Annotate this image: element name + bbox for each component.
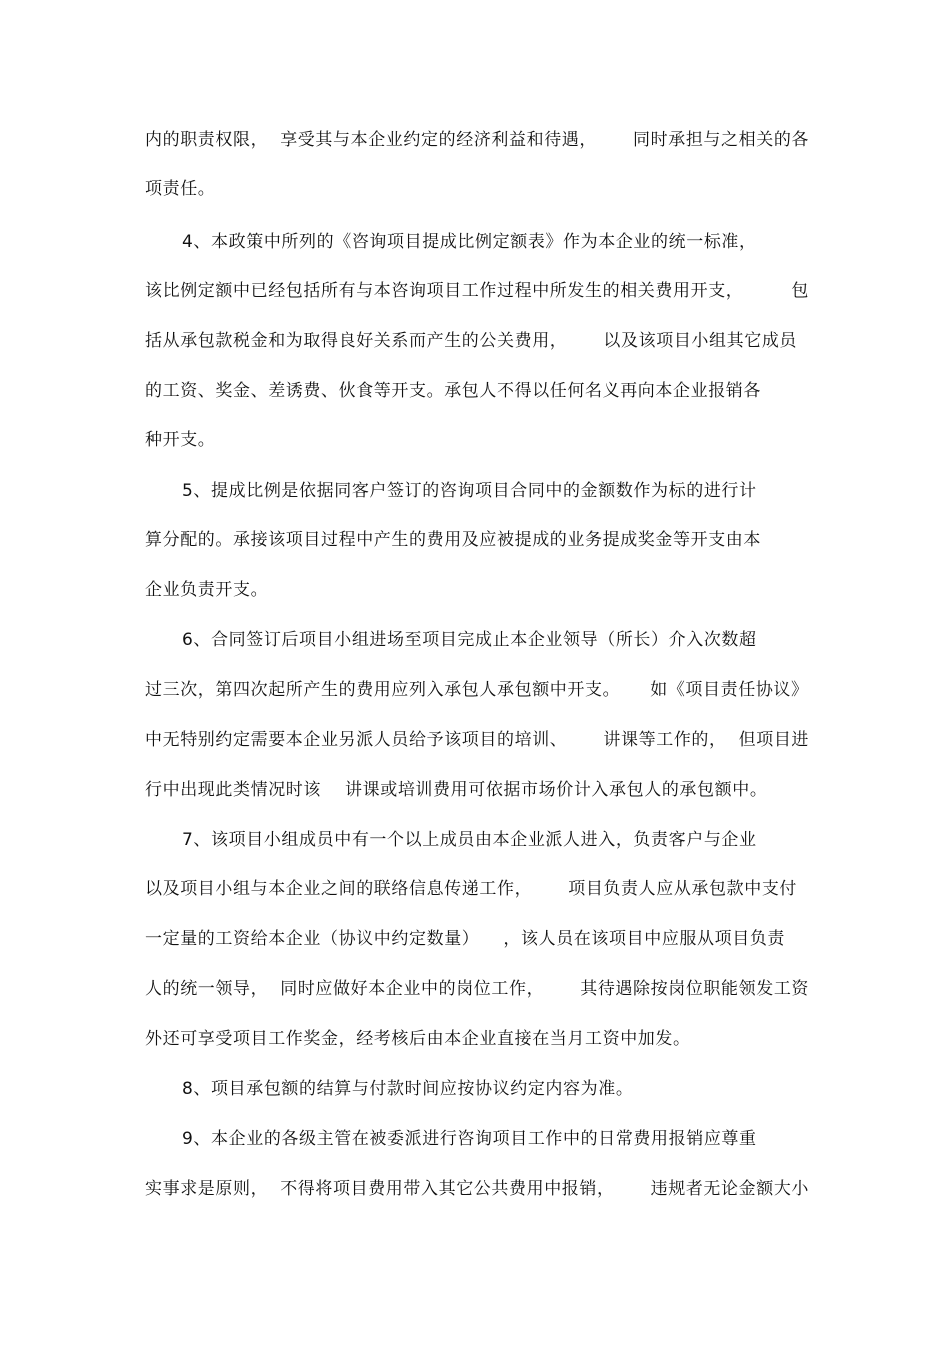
text-line: 中无特别约定需要本企业另派人员给予该项目的培训、 讲课等工作的， 但项目进 (145, 730, 810, 750)
text-line: 以及项目小组与本企业之间的联络信息传递工作， 项目负责人应从承包款中支付 (145, 879, 798, 899)
clause-4-start: 4、本政策中所列的《咨询项目提成比例定额表》作为本企业的统一标准， (182, 232, 757, 252)
text-line: 过三次，第四次起所产生的费用应列入承包人承包额中开支。 如《项目责任协议》 (145, 680, 809, 700)
text-line: 实事求是原则， 不得将项目费用带入其它公共费用中报销， 违规者无论金额大小 (145, 1179, 810, 1199)
clause-6-start: 6、合同签订后项目小组进场至项目完成止本企业领导（所长）介入次数超 (182, 630, 757, 650)
text-line: 一定量的工资给本企业（协议中约定数量） ，该人员在该项目中应服从项目负责 (145, 929, 786, 949)
text-line: 行中出现此类情况时该 讲课或培训费用可依据市场价计入承包人的承包额中。 (145, 780, 768, 800)
text-line: 的工资、奖金、差诱费、伙食等开支。承包人不得以任何名义再向本企业报销各 (145, 381, 761, 401)
text-line: 项责任。 (145, 179, 216, 199)
text-line: 企业负责开支。 (145, 580, 269, 600)
text-line: 外还可享受项目工作奖金，经考核后由本企业直接在当月工资中加发。 (145, 1029, 691, 1049)
text-line: 种开支。 (145, 430, 216, 450)
clause-5-start: 5、提成比例是依据同客户签订的咨询项目合同中的金额数作为标的进行计 (182, 481, 757, 501)
text-line: 该比例定额中已经包括所有与本咨询项目工作过程中所发生的相关费用开支， 包 (145, 281, 810, 301)
text-line: 括从承包款税金和为取得良好关系而产生的公关费用， 以及该项目小组其它成员 (145, 331, 798, 351)
text-line: 人的统一领导， 同时应做好本企业中的岗位工作， 其待遇除按岗位职能领发工资 (145, 979, 810, 999)
text-line: 内的职责权限， 享受其与本企业约定的经济利益和待遇， 同时承担与之相关的各 (145, 130, 810, 150)
clause-9-start: 9、本企业的各级主管在被委派进行咨询项目工作中的日常费用报销应尊重 (182, 1129, 757, 1149)
clause-8-start: 8、项目承包额的结算与付款时间应按协议约定内容为准。 (182, 1079, 634, 1099)
text-line: 算分配的。承接该项目过程中产生的费用及应被提成的业务提成奖金等开支由本 (145, 530, 761, 550)
clause-7-start: 7、该项目小组成员中有一个以上成员由本企业派人进入，负责客户与企业 (182, 830, 757, 850)
